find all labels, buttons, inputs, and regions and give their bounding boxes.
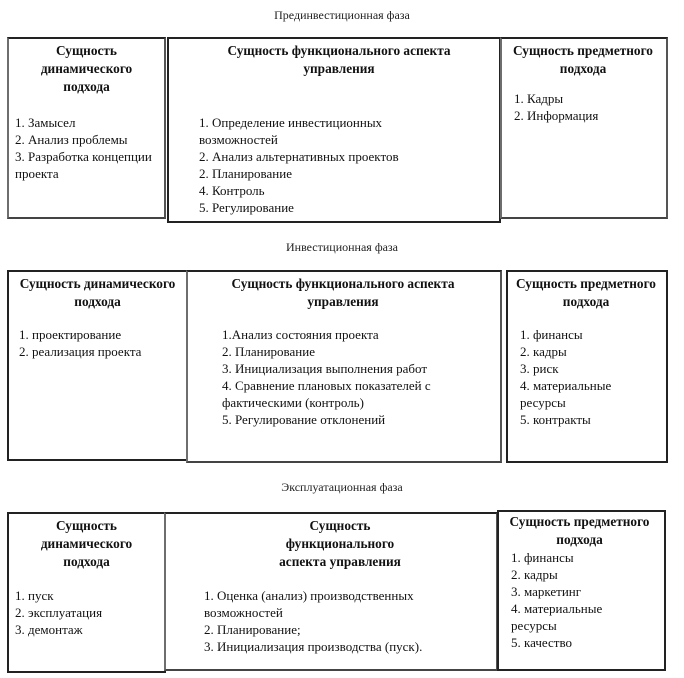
list-item: 2. Планирование <box>199 166 292 181</box>
list-item: 2. Анализ альтернативных проектов <box>199 149 399 164</box>
list-item: 3. Инициализация производства (пуск). <box>204 639 423 654</box>
phase1-dynamic-list <box>15 114 158 182</box>
list-item: 3. Разработка концепции проекта <box>15 149 152 181</box>
list-item: 5. Регулирование отклонений <box>222 412 386 427</box>
list-item: 5. контракты <box>520 412 591 427</box>
list-item: 2. Планирование <box>222 344 315 359</box>
list-item: 2. Планирование; <box>204 622 301 637</box>
phase1-subject-box <box>500 37 668 219</box>
phase1-subject-heading: Сущность предметного подхода <box>513 43 653 76</box>
list-item: 1. финансы <box>520 327 583 342</box>
phase2-dynamic-box <box>7 270 188 461</box>
phase2-subject-list <box>512 326 650 428</box>
phase2-subject-box <box>506 270 668 463</box>
list-item: 2. реализация проекта <box>19 344 142 359</box>
phase1-subject-list <box>506 90 660 124</box>
list-item: 5. качество <box>511 635 573 650</box>
list-item: 1. проектирование <box>19 327 122 342</box>
phase2-subject-heading: Сущность предметного подхода <box>516 276 656 309</box>
list-item: 4. Контроль <box>199 183 265 198</box>
phase3-functional-box <box>164 512 498 671</box>
phase3-functional-list <box>204 587 464 655</box>
list-item: 4. Сравнение плановых показателей с фактическими (контроль) <box>222 378 431 410</box>
list-item: 4. материальные ресурсы <box>520 378 612 410</box>
phase-title-investment: Инвестиционная фаза <box>285 240 398 254</box>
phase1-dynamic-box <box>7 37 166 219</box>
phase3-functional-heading: Сущность функционального аспекта управления <box>279 518 401 569</box>
list-item: 1. пуск <box>15 588 54 603</box>
phase1-functional-box <box>167 37 501 223</box>
list-item: 1. Оценка (анализ) производственных возможностей <box>204 588 414 620</box>
list-item: 3. маркетинг <box>511 584 582 599</box>
phase-title-operational: Эксплуатационная фаза <box>281 480 403 494</box>
list-item: 1. Замысел <box>15 115 76 130</box>
phase3-dynamic-box <box>7 512 166 673</box>
phase2-functional-list <box>222 326 467 428</box>
list-item: 1. Кадры <box>514 91 564 106</box>
phase2-dynamic-list <box>15 326 180 360</box>
phase3-dynamic-list <box>15 587 158 638</box>
list-item: 4. материальные ресурсы <box>511 601 603 633</box>
phase2-functional-heading: Сущность функционального аспекта управления <box>231 276 455 309</box>
phase1-functional-list <box>199 114 429 216</box>
phase3-subject-heading: Сущность предметного подхода <box>509 514 650 547</box>
phase3-dynamic-heading: Сущность динамического подхода <box>40 518 133 569</box>
phase2-dynamic-heading: Сущность динамического подхода <box>19 276 176 309</box>
list-item: 1. финансы <box>511 550 574 565</box>
list-item: 3. риск <box>520 361 559 376</box>
list-item: 3. демонтаж <box>15 622 83 637</box>
list-item: 2. Информация <box>514 108 599 123</box>
list-item: 5. Регулирование <box>199 200 294 215</box>
phase3-subject-list <box>501 549 641 651</box>
phase2-functional-box <box>186 270 502 463</box>
phase-title-preinvestment: Прединвестиционная фаза <box>274 8 410 22</box>
list-item: 2. эксплуатация <box>15 605 103 620</box>
list-item: 1. Определение инвестиционных возможностей <box>199 115 383 147</box>
list-item: 1.Анализ состояния проекта <box>222 327 379 342</box>
list-item: 2. Анализ проблемы <box>15 132 128 147</box>
list-item: 2. кадры <box>511 567 558 582</box>
list-item: 2. кадры <box>520 344 567 359</box>
phase1-functional-heading: Сущность функционального аспекта управления <box>227 43 451 76</box>
phase1-dynamic-heading: Сущность динамического подхода <box>40 43 133 94</box>
list-item: 3. Инициализация выполнения работ <box>222 361 428 376</box>
phase3-subject-box <box>497 510 666 671</box>
